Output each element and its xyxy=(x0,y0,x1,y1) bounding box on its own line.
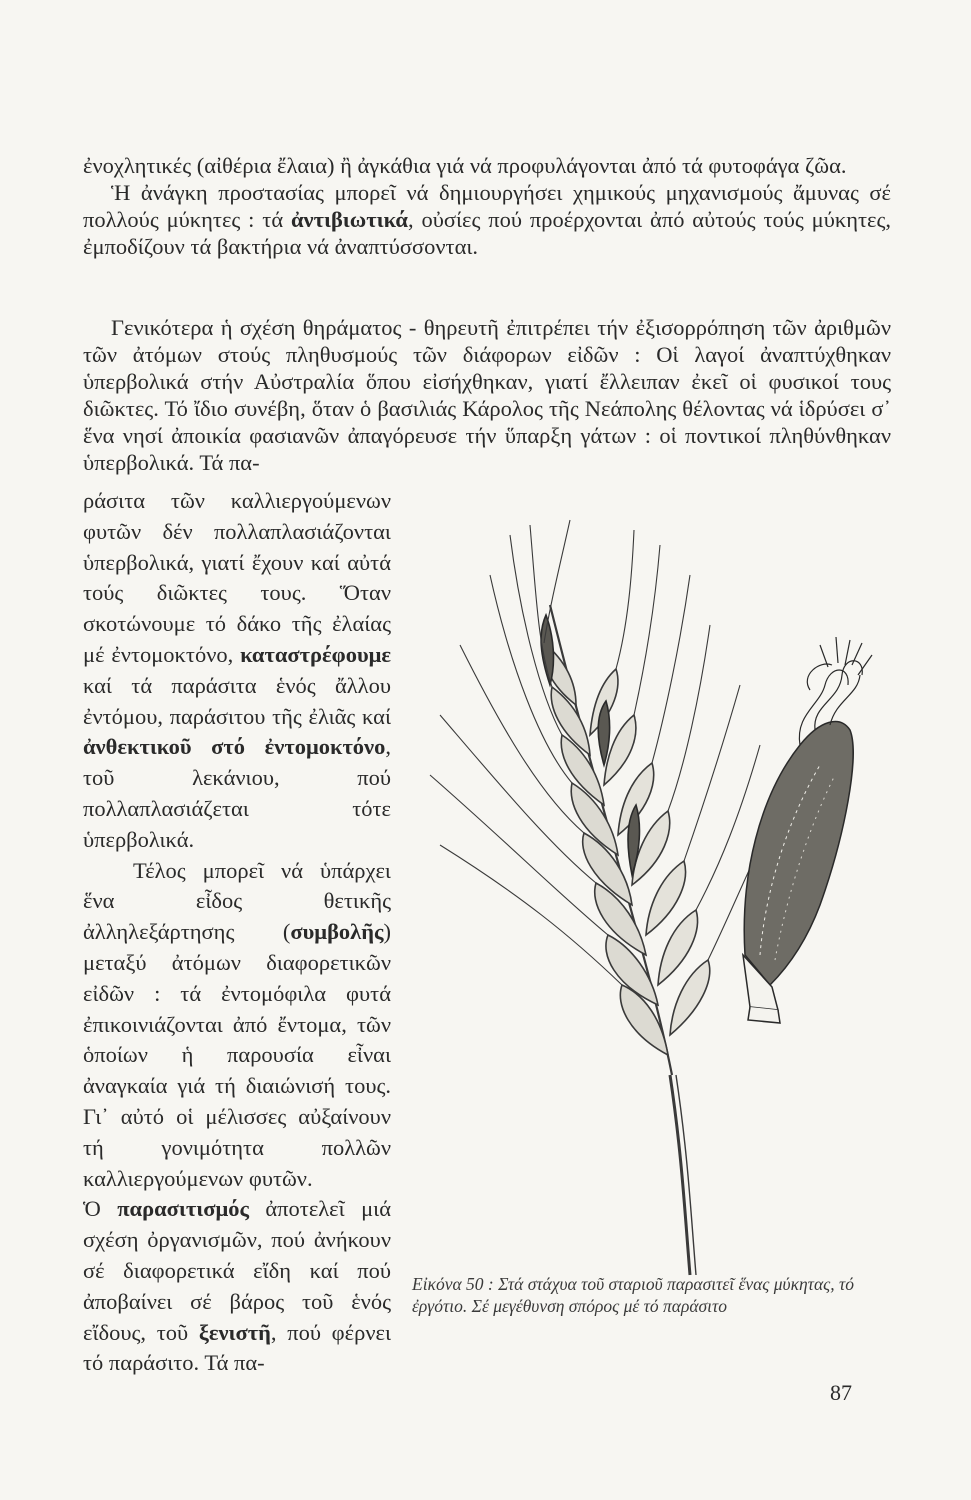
paragraph-4: Τέλος μπορεῖ νά ὑπάρχει ἕνα εἶδος θετικῆς ἀλληλεξάρτησης (συμβολῆς) μεταξύ ἀτόμων διαφορετικῶν εἰδῶν : τά ἐντομόφιλα φυτά ἐπικοινιάζονται ἀπό ἔντομα, τῶν ὁποίων ἡ παρουσία εἶναι ἀναγκαία γιά τή διαιώνισή τους. Γι᾽ αὐτό οἱ μέλισσες αὐξαίνουν τή γονιμότητα πολλῶν καλλιεργούμενων φυτῶν. xyxy=(83,857,391,1191)
term-host: ξενιστῆ xyxy=(198,1319,271,1345)
middle-text-block xyxy=(83,314,891,476)
paragraph-2: Ἡ ἀνάγκη προστασίας μπορεῖ νά δημιουργήσει χημικούς μηχανισμούς ἄμυνας σέ πολλούς μύκητες : τά ἀντιβιωτικά, οὐσίες πού προέρχονται ἀπό αὐτούς τούς μύκητες, ἐμποδίζουν τά βακτήρια νά ἀναπτύσσονται. xyxy=(83,180,891,259)
left-column xyxy=(83,486,391,1379)
page-number: 87 xyxy=(830,1380,852,1405)
term-resistant: ἀνθεκτικοῦ στό ἐντομοκτόνο xyxy=(83,734,386,760)
paragraph-5: Ὁ παρασιτισμός ἀποτελεῖ μιά σχέση ὀργανισμῶν, πού ἀνήκουν σέ διαφορετικά εἴδη καί πού ἀποβαίνει σέ βάρος τοῦ ἑνός εἴδους, τοῦ ξενιστῆ, πού φέρνει τό παράσιτο. Τά πα- xyxy=(83,1196,391,1376)
term-symbiosis: συμβολῆς xyxy=(290,919,384,945)
term-parasitism: παρασιτισμός xyxy=(117,1196,249,1222)
caption-text: Στά στάχυα τοῦ σταριοῦ παρασιτεῖ ἕνας μύκητας, τό ἐργότιο. Σέ μεγέθυνση σπόρος μέ τό παράσιτο xyxy=(412,1274,854,1316)
figure-caption xyxy=(412,1273,880,1317)
paragraph-3-start: Γενικότερα ἡ σχέση θηράματος - θηρευτῆ ἐπιτρέπει τήν ἐξισορρόπηση τῶν ἀριθμῶν τῶν ἀτόμων στούς πληθυσμούς τῶν διάφορων εἰδῶν : Οἱ λαγοί ἀναπτύχθηκαν ὑπερβολικά στήν Αὐστραλία ὅπου εἰσήχθηκαν, γιατί ἔλλειπαν ἐκεῖ οἱ φυσικοί τους διῶκτες. Τό ἴδιο συνέβη, ὅταν ὁ βασιλιάς Κάρολος τῆς Νεάπολης θέλοντας νά ἱδρύσει σ᾽ ἕνα νησί ἀποικία φασιανῶν ἀπαγόρευσε τήν ὕπαρξη γάτων : οἱ ποντικοί πληθύνθηκαν ὑπερβολικά. Τά πα- xyxy=(83,315,891,475)
caption-label: Εἰκόνα 50 : xyxy=(412,1274,494,1294)
wheat-ergot-illustration xyxy=(400,515,900,1290)
term-antibiotics: ἀντιβιωτικά xyxy=(290,207,408,232)
top-text-block xyxy=(83,152,891,260)
paragraph-3-cont: ράσιτα τῶν καλλιεργούμενων φυτῶν δέν πολλαπλασιάζονται ὑπερβολικά, γιατί ἔχουν καί αὐτά τούς διῶκτες τους. Ὅταν σκοτώνουμε τό δάκο τῆς ἐλαίας μέ ἐντομοκτόνο, καταστρέφουμε καί τά παράσιτα ἑνός ἄλλου ἐντόμου, παράσιτου τῆς ἐλιᾶς καί ἀνθεκτικοῦ στό ἐντομοκτόνο, τοῦ λεκάνιου, πού πολλαπλασιάζεται τότε ὑπερβολικά. xyxy=(83,488,391,852)
term-destroy: καταστρέφουμε xyxy=(240,641,391,667)
paragraph-1: ἐνοχλητικές (αἰθέρια ἔλαια) ἢ ἀγκάθια γιά νά προφυλάγονται ἀπό τά φυτοφάγα ζῶα. xyxy=(83,153,847,178)
wheat-ear-drawing xyxy=(430,520,780,1275)
ergot-seed-drawing xyxy=(743,637,872,1023)
